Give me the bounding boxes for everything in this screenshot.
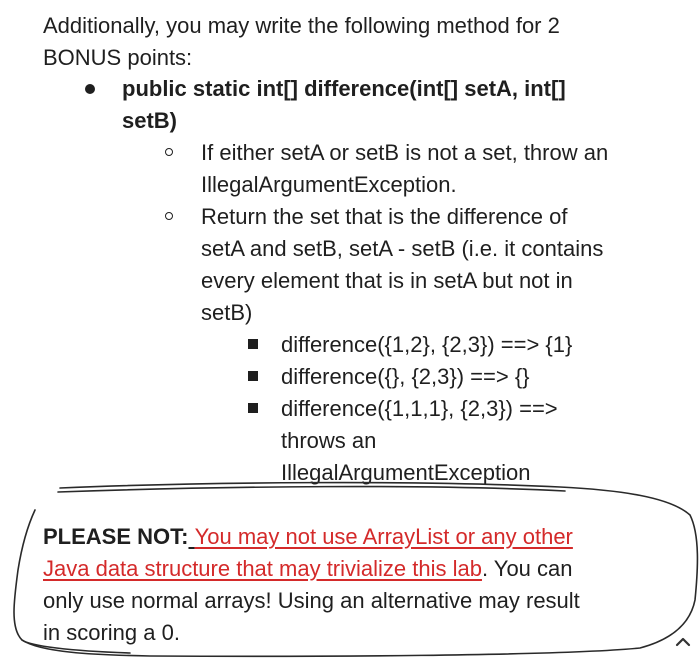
note-line-4: in scoring a 0. [43, 620, 180, 645]
note-line-2-rest: . You can [481, 556, 573, 581]
example-2: difference({}, {2,3}) ==> {} [281, 364, 530, 389]
note-line-3: only use normal arrays! Using an alternative may result [43, 588, 580, 613]
circle-bullet [165, 212, 173, 220]
note-red-line-1: You may not use ArrayList or any other [194, 524, 573, 549]
note-red-line-2: Java data structure that may trivialize this lab [43, 556, 482, 581]
example-1: difference({1,2}, {2,3}) ==> {1} [281, 332, 573, 357]
example-3-line-3: IllegalArgumentException [281, 460, 531, 485]
square-bullet [248, 339, 258, 349]
square-bullet [248, 371, 258, 381]
intro-line-2: BONUS points: [43, 45, 193, 70]
square-bullet [248, 403, 258, 413]
example-3-line-2: throws an [281, 428, 377, 453]
note-label: PLEASE NOT: You may not use ArrayList or any other [43, 524, 573, 549]
subitem-2-line-1: Return the set that is the difference of [201, 204, 568, 229]
subitem-1-line-2: IllegalArgumentException. [201, 172, 457, 197]
method-signature-line-2: setB) [122, 108, 178, 133]
subitem-2-line-2: setA and setB, setA - setB (i.e. it contains [201, 236, 604, 261]
method-signature-line-1: public static int[] difference(int[] setA, int[] [122, 76, 566, 101]
subitem-2-line-3: every element that is in setA but not in [201, 268, 573, 293]
circle-bullet [165, 148, 173, 156]
intro-line-1: Additionally, you may write the following method for 2 [43, 13, 560, 38]
chevron-up-icon [672, 631, 694, 653]
disc-bullet [85, 84, 95, 94]
scroll-up-button[interactable] [672, 630, 694, 652]
example-3-line-1: difference({1,1,1}, {2,3}) ==> [281, 396, 558, 421]
subitem-1-line-1: If either setA or setB is not a set, throw an [201, 140, 609, 165]
subitem-2-line-4: setB) [201, 300, 253, 325]
note-line-2 [43, 553, 573, 585]
